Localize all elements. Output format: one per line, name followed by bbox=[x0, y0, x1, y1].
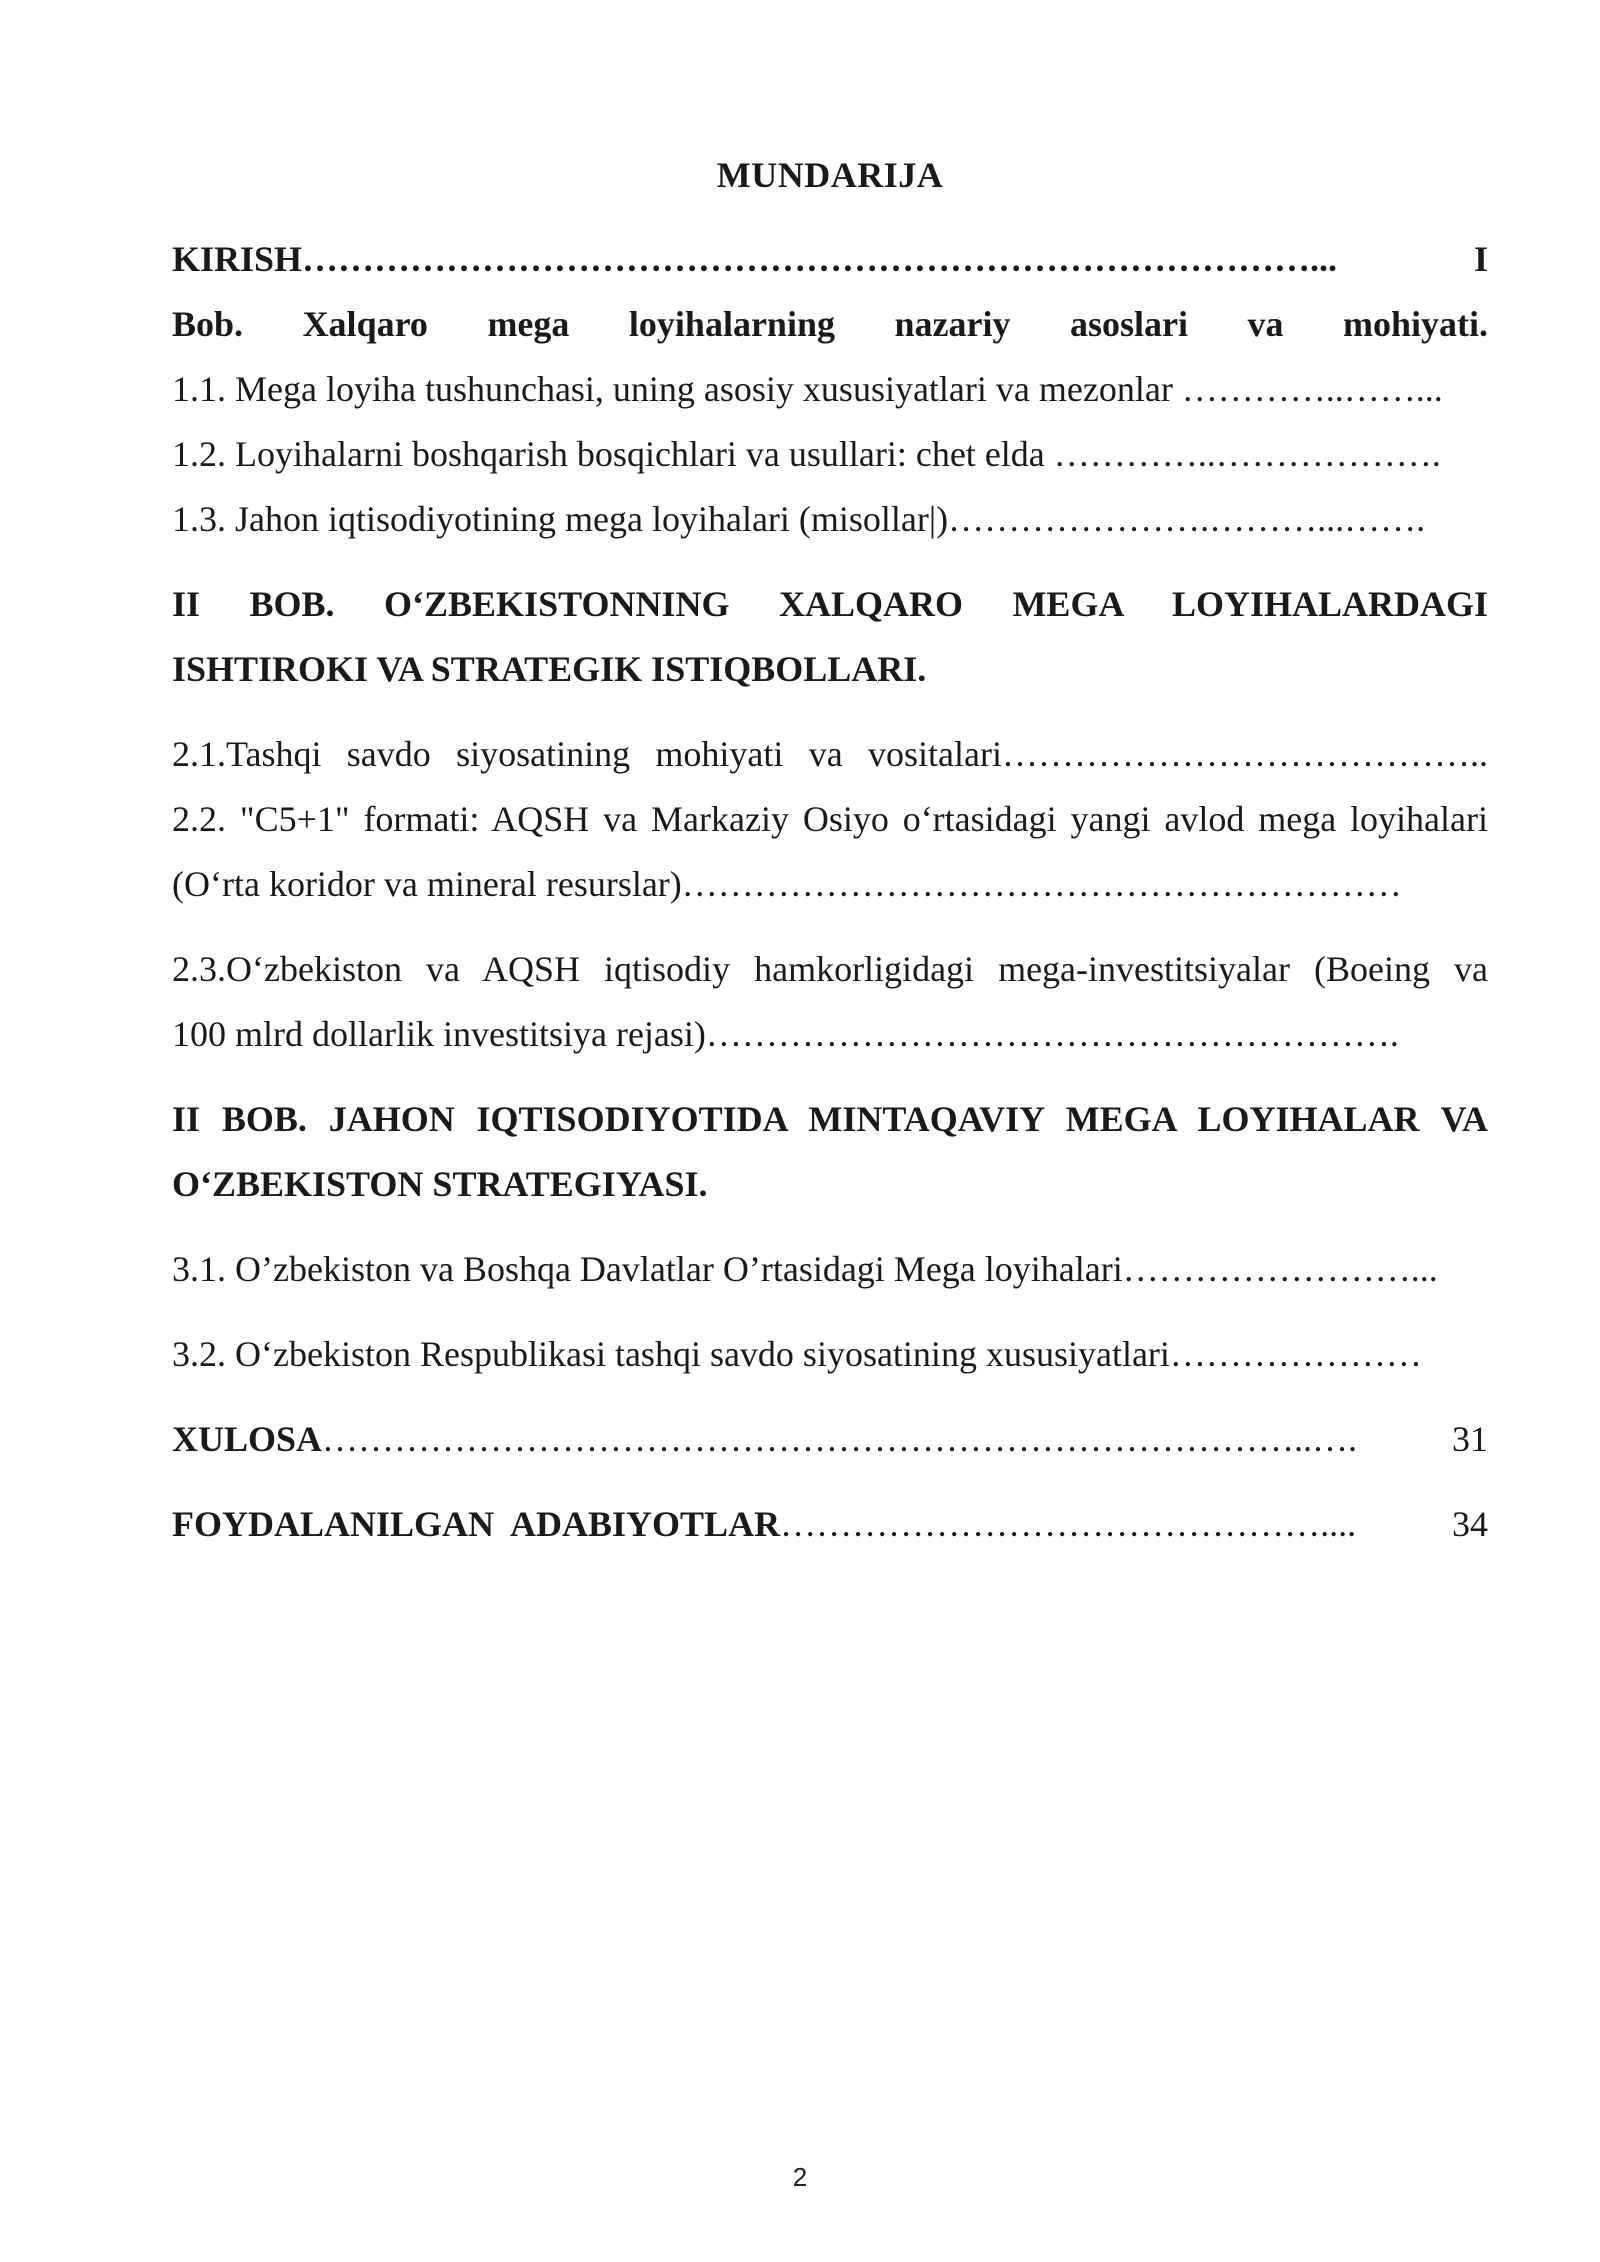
chapter-heading-line: II BOB. JAHON IQTISODIYOTIDA MINTAQAVIY MEGA LOYIHALAR VA bbox=[172, 1099, 1488, 1139]
chapter-word: Xalqaro bbox=[302, 304, 428, 344]
chapter-word: mohiyati. bbox=[1343, 304, 1488, 344]
section-line: 2.3.O‘zbekiston va AQSH iqtisodiy hamkorligidagi mega-investitsiyalar (Boeing va bbox=[172, 949, 1488, 989]
page-number: 2 bbox=[792, 2162, 808, 2192]
toc-entry-adabiyotlar[interactable] bbox=[172, 1492, 1488, 1557]
section-line: 100 mlrd dollarlik investitsiya rejasi)…………………………………………………. bbox=[172, 1014, 1399, 1054]
dot-leader: ………………………………………………………………………..…. bbox=[322, 1419, 1358, 1459]
chapter-word: va bbox=[1247, 304, 1284, 344]
toc-section-2-3[interactable] bbox=[172, 937, 1488, 1067]
chapter-heading-line: II BOB. O‘ZBEKISTONNING XALQARO MEGA LOYIHALARDAGI bbox=[172, 584, 1488, 624]
toc-section-3-2[interactable]: 3.2. O‘zbekiston Respublikasi tashqi savdo siyosatining xususiyatlari………………… bbox=[172, 1334, 1422, 1374]
toc-chapter-2-heading[interactable] bbox=[172, 572, 1488, 702]
toc-section-1-2[interactable]: 1.2. Loyihalarni boshqarish bosqichlari va usullari: chet elda …………..………………. bbox=[172, 434, 1441, 474]
chapter-heading-line: O‘ZBEKISTON STRATEGIYASI. bbox=[172, 1164, 708, 1204]
chapter-word: asoslari bbox=[1070, 304, 1189, 344]
section-line: (O‘rta koridor va mineral resurslar)…………………………………………………… bbox=[172, 864, 1402, 904]
toc-entry-label: FOYDALANILGAN ADABIYOTLAR bbox=[172, 1504, 781, 1544]
toc-section-3-1[interactable]: 3.1. O’zbekiston va Boshqa Davlatlar O’rtasidagi Mega loyihalari……………………... bbox=[172, 1249, 1438, 1289]
toc-entry-kirish[interactable] bbox=[172, 227, 1488, 292]
toc-page-number: I bbox=[1473, 239, 1488, 279]
toc-section-2-1[interactable]: 2.1.Tashqi savdo siyosatining mohiyati va vositalari………………………………….. bbox=[172, 734, 1488, 774]
section-line: 2.2. "C5+1" formati: AQSH va Markaziy Osiyo o‘rtasidagi yangi avlod mega loyihalari bbox=[172, 799, 1488, 839]
chapter-word: mega bbox=[487, 304, 570, 344]
dot-leader: ……………………………………….... bbox=[780, 1504, 1357, 1544]
toc-section-1-1[interactable]: 1.1. Mega loyiha tushunchasi, uning asosiy xususiyatlari va mezonlar …………..……... bbox=[172, 369, 1443, 409]
dot-leader: …………………………………………………………………………... bbox=[302, 239, 1338, 279]
chapter-word: nazariy bbox=[894, 304, 1011, 344]
toc-page-number: 31 bbox=[1452, 1419, 1488, 1459]
toc-chapter-3-heading[interactable] bbox=[172, 1087, 1488, 1217]
toc-page-number: 34 bbox=[1452, 1504, 1488, 1544]
toc-section-1-3[interactable]: 1.3. Jahon iqtisodiyotining mega loyihalari (misollar|)………………….………...……. bbox=[172, 499, 1426, 539]
table-of-contents bbox=[172, 145, 1488, 1557]
chapter-word: Bob. bbox=[172, 304, 244, 344]
toc-entry-label: KIRISH bbox=[172, 239, 303, 279]
toc-entry-label: XULOSA bbox=[172, 1419, 323, 1459]
toc-entry-xulosa[interactable] bbox=[172, 1407, 1488, 1472]
toc-section-2-2[interactable] bbox=[172, 787, 1488, 917]
chapter-heading-line: ISHTIROKI VA STRATEGIK ISTIQBOLLARI. bbox=[172, 649, 927, 689]
page-title: MUNDARIJA bbox=[716, 155, 944, 195]
chapter-word: loyihalarning bbox=[628, 304, 835, 344]
toc-chapter-1-heading[interactable] bbox=[172, 292, 1488, 357]
